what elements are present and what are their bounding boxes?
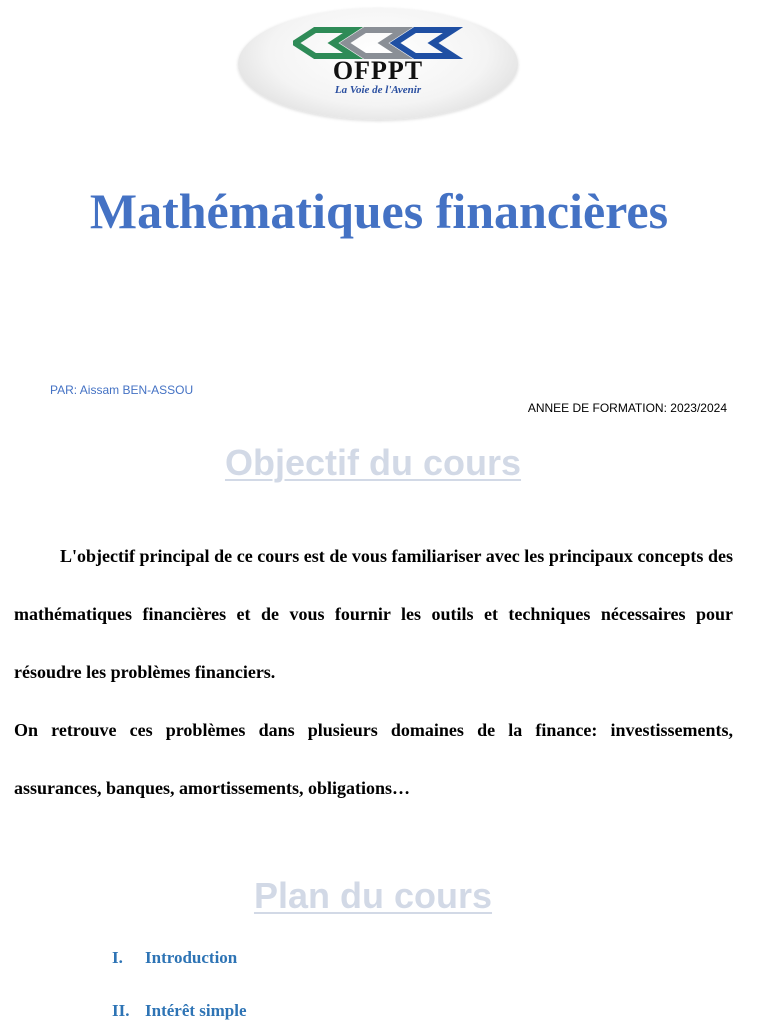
logo-tagline: La Voie de l'Avenir bbox=[334, 84, 422, 96]
plan-item-number: II. bbox=[112, 1001, 130, 1020]
objective-paragraph-1: L'objectif principal de ce cours est de vous familiariser avec les principaux concepts des mathématiques financières et de vous fournir les outils et techniques nécessaires pour résoudre les problèmes financiers. bbox=[14, 546, 733, 682]
logo-name: OFPPT bbox=[332, 56, 424, 85]
plan-item-interet-simple[interactable] bbox=[112, 1001, 247, 1021]
author-line: PAR: Aissam BEN-ASSOU bbox=[50, 383, 194, 397]
document-title: Mathématiques financières bbox=[89, 183, 669, 239]
plan-item-number: I. bbox=[112, 948, 123, 967]
plan-heading: Plan du cours bbox=[253, 875, 493, 916]
training-year: ANNEE DE FORMATION: 2023/2024 bbox=[527, 401, 727, 415]
logo-chain-icon bbox=[293, 26, 463, 60]
plan-item-label: Intérêt simple bbox=[145, 1001, 247, 1020]
ofppt-logo bbox=[238, 8, 518, 120]
plan-item-introduction[interactable] bbox=[112, 948, 237, 968]
objective-paragraph-2: On retrouve ces problèmes dans plusieurs domaines de la finance: investissements, assurances, banques, amortissements, obligations… bbox=[14, 720, 733, 798]
plan-item-label: Introduction bbox=[145, 948, 238, 967]
objective-heading: Objectif du cours bbox=[224, 442, 522, 483]
